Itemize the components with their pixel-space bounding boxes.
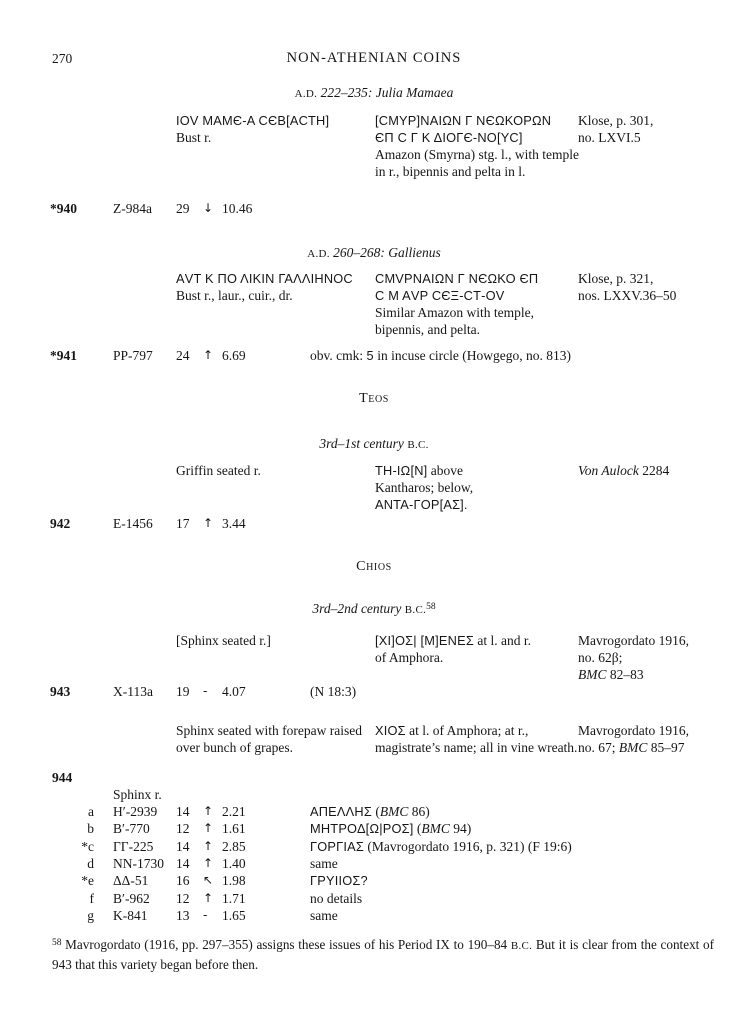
era-abbrev: A.D. bbox=[294, 88, 318, 100]
diameter-value: 16 bbox=[176, 873, 190, 888]
weight-value: 2.85 bbox=[222, 839, 246, 854]
era-abbrev: A.D. bbox=[307, 248, 330, 260]
reverse-desc-text: Kantharos; below, bbox=[375, 480, 474, 495]
reverse-description-943: [ΧΙ]ΟΣ| [Μ]ΕΝΕΣ at l. and r. of Amphora. bbox=[375, 632, 579, 666]
reference-line2: nos. LXXV.36–50 bbox=[578, 288, 677, 303]
die-axis-arrow: ↑ bbox=[203, 891, 214, 905]
reference-work: Von Aulock bbox=[578, 463, 639, 478]
die-axis-arrow: ↑ bbox=[203, 821, 214, 835]
inventory-number: H′-2939 bbox=[113, 804, 158, 819]
specimen-letter: f bbox=[89, 891, 94, 906]
inventory-number: ΓΓ-225 bbox=[113, 839, 154, 854]
die-axis-arrow: ↑ bbox=[203, 348, 214, 362]
reverse-legend-line1: [СΜΥΡ]ΝΑΙΩΝ Γ ΝЄΩΚΟΡΩΝ bbox=[375, 113, 552, 128]
obverse-desc-text: Sphinx seated with forepaw raised over bunch of grapes. bbox=[176, 723, 362, 755]
obverse-desc-text: Bust r. bbox=[176, 130, 212, 145]
diameter-value: 13 bbox=[176, 908, 190, 923]
specimen-row-f bbox=[0, 890, 748, 907]
obverse-description-942 bbox=[176, 462, 368, 479]
entry-number: *940 bbox=[50, 201, 77, 216]
countermark-note: obv. cmk: 5 in incuse circle (Howgego, no. 813) bbox=[310, 348, 572, 363]
reference-941 bbox=[578, 270, 730, 304]
specimen-row-g bbox=[0, 907, 748, 924]
inventory-number: Z-984a bbox=[113, 201, 152, 216]
magistrate-name: no details bbox=[310, 891, 363, 906]
specimen-row-d bbox=[0, 855, 748, 872]
magistrate-name: ΜΗΤΡΟΔ[Ω|ΡΟΣ] (BMC 94) bbox=[310, 821, 472, 836]
die-axis-arrow: ↑ bbox=[203, 804, 214, 818]
diameter-value: 29 bbox=[176, 201, 190, 216]
diameter-value: 12 bbox=[176, 821, 190, 836]
catalog-row-940 bbox=[0, 200, 748, 217]
weight-value: 6.69 bbox=[222, 348, 246, 363]
reverse-legend-line2: ЄΠ С Γ Κ ΔΙΟΓЄ-ΝΟ[ΥС] bbox=[375, 130, 523, 145]
weight-value: 1.40 bbox=[222, 856, 246, 871]
weight-value: 1.61 bbox=[222, 821, 246, 836]
entry-number-944: 944 bbox=[52, 770, 73, 785]
specimen-letter: a bbox=[88, 804, 94, 819]
obverse-description-941 bbox=[176, 270, 368, 304]
reverse-desc-text: Similar Amazon with temple, bipennis, and pelta. bbox=[375, 305, 534, 337]
entry-number: 942 bbox=[50, 516, 71, 531]
reverse-description-942: ΤΗ-ΙΩ[Ν] above Kantharos; below, ΑΝΤΑ-ΓΟΡ[ΑΣ]. bbox=[375, 462, 579, 513]
magistrate-name: ΑΠΕΛΛΗΣ (BMC 86) bbox=[310, 804, 430, 819]
entry-number: *941 bbox=[50, 348, 77, 363]
reference-line1: Klose, p. 321, bbox=[578, 271, 654, 286]
die-axis-arrow: - bbox=[203, 684, 208, 698]
magistrate-name: same bbox=[310, 856, 338, 871]
footnote-marker: 58 bbox=[426, 602, 436, 612]
obverse-description-944 bbox=[176, 722, 368, 756]
entry-number: 943 bbox=[50, 684, 71, 699]
die-axis-arrow: ↓ bbox=[203, 201, 214, 215]
obverse-legend: ΑVΤ Κ ΠΟ ΛΙΚΙΝ ΓΑΛΛΙΗΝΟС bbox=[176, 271, 353, 286]
reverse-legend-line1: СΜVΡΝΑΙΩΝ Γ ΝЄΩΚΟ ЄΠ bbox=[375, 271, 539, 286]
note-reference: (N 18:3) bbox=[310, 684, 357, 699]
reverse-legend-line2: С Μ ΑVΡ СЄΞ-СΤ-ΟV bbox=[375, 288, 505, 303]
reference-940 bbox=[578, 112, 730, 146]
diameter-value: 24 bbox=[176, 348, 190, 363]
period-heading-chios: 3rd–2nd century B.C.$^{58}$ bbox=[312, 601, 436, 616]
diameter-value: 14 bbox=[176, 804, 190, 819]
catalog-row-941 bbox=[0, 347, 748, 364]
reference-942: Von Aulock 2284 bbox=[578, 463, 670, 478]
magistrate-name: same bbox=[310, 908, 338, 923]
catalog-row-943 bbox=[0, 683, 748, 700]
reverse-desc-text: Amazon (Smyrna) stg. l., with temple in r., bipennis and pelta in l. bbox=[375, 147, 579, 179]
city-heading-teos: Teos bbox=[359, 391, 389, 406]
reference-work: BMC bbox=[618, 740, 648, 755]
reverse-legend: ΤΗ-ΙΩ[Ν] bbox=[375, 463, 428, 478]
specimen-letter: *e bbox=[81, 873, 94, 888]
diameter-value: 19 bbox=[176, 684, 190, 699]
obverse-desc-text: Griffin seated r. bbox=[176, 463, 261, 478]
specimen-row-b bbox=[0, 820, 748, 837]
reference-work: BMC bbox=[578, 667, 607, 682]
reference-944: Mavrogordato 1916, no. 67; BMC 85–97 bbox=[578, 722, 730, 756]
reverse-description-944: ΧΙΟΣ at l. of Amphora; at r., magistrate’s name; all in vine wreath. bbox=[375, 723, 578, 755]
reverse-description-940 bbox=[375, 112, 579, 180]
reverse-desc-text: of Amphora. bbox=[375, 650, 444, 665]
obverse-desc-text: Bust r., laur., cuir., dr. bbox=[176, 288, 293, 303]
inventory-number: ΔΔ-51 bbox=[113, 873, 149, 888]
catalog-row-942 bbox=[0, 515, 748, 532]
section-heading-text: 222–235: Julia Mamaea bbox=[317, 85, 454, 100]
reverse-description-941 bbox=[375, 270, 579, 338]
die-axis-arrow: - bbox=[203, 908, 208, 922]
diameter-value: 12 bbox=[176, 891, 190, 906]
specimen-row-e bbox=[0, 872, 748, 889]
section-heading-julia-mamaea bbox=[0, 84, 748, 103]
reference-line1: Mavrogordato 1916, bbox=[578, 723, 689, 738]
reference-line2: no. LXVI.5 bbox=[578, 130, 641, 145]
reverse-legend: ΧΙΟΣ bbox=[375, 723, 406, 738]
magistrate-name: ΓΟΡΓΙΑΣ (Mavrogordato 1916, p. 321) (F 19:6) bbox=[310, 839, 572, 854]
specimen-letter: *c bbox=[81, 839, 94, 854]
diameter-value: 14 bbox=[176, 856, 190, 871]
reference-line1: Klose, p. 301, bbox=[578, 113, 654, 128]
countermark-glyph: 5 bbox=[366, 348, 374, 363]
magistrate-name: ΓΡΥΙΙΟΣ? bbox=[310, 873, 368, 888]
inventory-number: PP-797 bbox=[113, 348, 153, 363]
diameter-value: 14 bbox=[176, 839, 190, 854]
weight-value: 1.65 bbox=[222, 908, 246, 923]
footnote-number: 58 bbox=[52, 938, 62, 948]
die-axis-arrow: ↑ bbox=[203, 839, 214, 853]
obverse-description-940 bbox=[176, 112, 368, 146]
inventory-number: B′-770 bbox=[113, 821, 150, 836]
weight-value: 2.21 bbox=[222, 804, 246, 819]
specimen-row-a bbox=[0, 803, 748, 820]
page-title: NON-ATHENIAN COINS bbox=[286, 50, 462, 66]
inventory-number: NN-1730 bbox=[113, 856, 164, 871]
inventory-number: X-113a bbox=[113, 684, 153, 699]
die-axis-arrow: ↑ bbox=[203, 516, 214, 530]
reference-943: Mavrogordato 1916, no. 62β; BMC 82–83 bbox=[578, 632, 730, 683]
specimen-row-c bbox=[0, 838, 748, 855]
weight-value: 3.44 bbox=[222, 516, 246, 531]
page-number: 270 bbox=[52, 51, 73, 66]
weight-value: 10.46 bbox=[222, 201, 253, 216]
weight-value: 1.98 bbox=[222, 873, 246, 888]
obverse-legend: ΙΟV ΜΑΜЄ-Α СЄΒ[ΑСΤΗ] bbox=[176, 113, 330, 128]
section-heading-gallienus bbox=[0, 244, 748, 263]
specimen-letter: d bbox=[87, 856, 94, 871]
weight-value: 4.07 bbox=[222, 684, 246, 699]
section-heading-text: 260–268: Gallienus bbox=[329, 245, 441, 260]
obverse-description-943 bbox=[176, 632, 368, 649]
inventory-number: B′-962 bbox=[113, 891, 150, 906]
inventory-number: E-1456 bbox=[113, 516, 153, 531]
specimen-letter: b bbox=[87, 821, 94, 836]
city-heading-chios: Chios bbox=[356, 559, 392, 574]
diameter-value: 17 bbox=[176, 516, 190, 531]
reference-line1: Mavrogordato 1916, bbox=[578, 633, 689, 648]
weight-value: 1.71 bbox=[222, 891, 246, 906]
footnote-58: $^{58}$ Mavrogordato (1916, pp. 297–355) assigns these issues of his Period IX to 190–84 B.C. But it is clear from the context of 943 that this variety began before then. bbox=[52, 937, 714, 972]
reverse-legend: [ΧΙ]ΟΣ| [Μ]ΕΝΕΣ bbox=[375, 633, 474, 648]
inventory-number: K-841 bbox=[113, 908, 148, 923]
die-axis-arrow: ↑ bbox=[203, 856, 214, 870]
subgroup-obverse-desc: Sphinx r. bbox=[113, 787, 162, 802]
reference-line2: no. 62β; bbox=[578, 650, 623, 665]
specimen-letter: g bbox=[87, 908, 94, 923]
reverse-legend-line3: ΑΝΤΑ-ΓΟΡ[ΑΣ]. bbox=[375, 497, 468, 512]
obverse-desc-text: [Sphinx seated r.] bbox=[176, 633, 271, 648]
die-axis-arrow: ↖ bbox=[203, 873, 214, 887]
period-heading-teos: 3rd–1st century B.C. bbox=[319, 436, 429, 451]
